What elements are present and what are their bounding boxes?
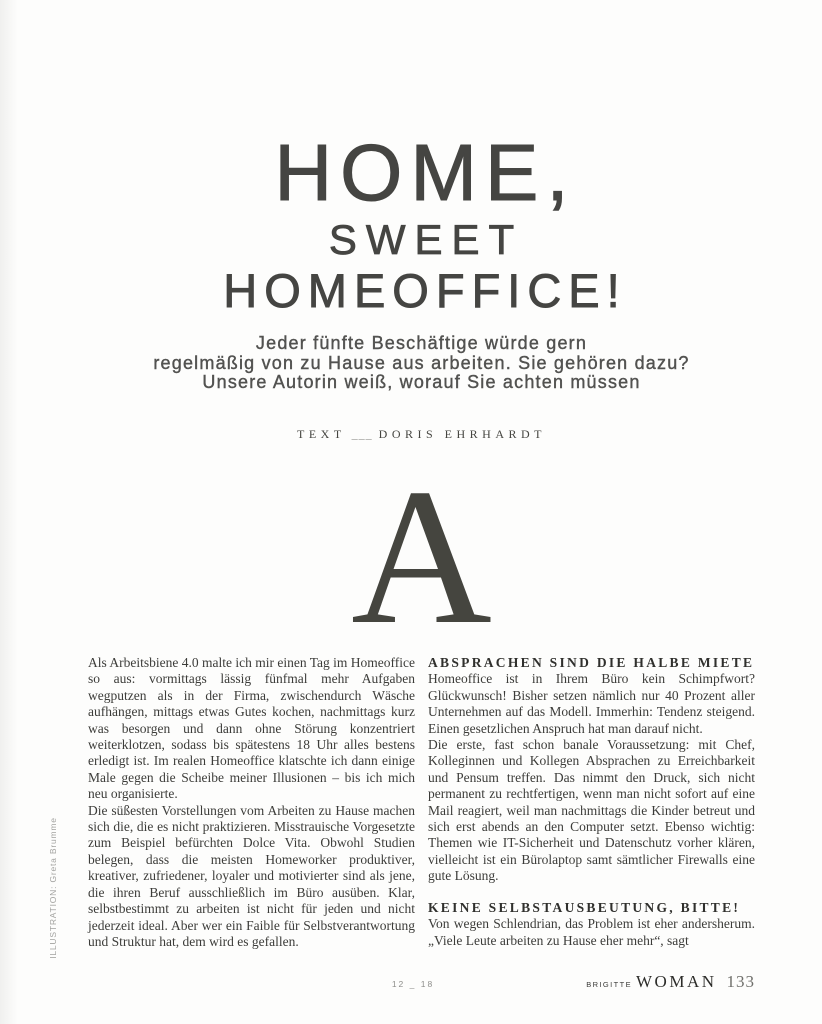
headline [88,128,755,317]
byline [88,427,755,442]
headline-line-1: HOME, [274,128,577,217]
headline-line-3: HOMEOFFICE! [223,264,627,317]
body-paragraph: Von wegen Schlendrian, das Problem ist eher andersherum. „Viele Leute arbeiten zu Hause eher mehr“, sagt [428,916,755,948]
standfirst-line-2: regelmäßig von zu Hause aus arbeiten. Sie gehören dazu? [153,352,690,373]
body-paragraph: Die erste, fast schon banale Voraussetzung: mit Chef, Kolleginnen und Kollegen Absprachen zu Erreichbarkeit und Pensum treffen. Das nimmt den Druck, sich nicht permanent zu rechtfertigen, wenn man nicht sofort auf eine Mail reagiert, weil man nachmittags die Kinder betreut und sich erst abends an den Computer setzt. Ebenso wichtig: Themen wie IT-Sicherheit und Datenschutz vorher klären, vielleicht ist ein Bürolaptop samt sämtlicher Firewalls eine gute Lösung. [428,737,755,884]
body-paragraph: Als Arbeitsbiene 4.0 malte ich mir einen Tag im Homeoffice so aus: vormittags lässig fünfmal mehr Aufgaben wegputzen als in der Firma, zwischendurch Wäsche aufhängen, mittags etwas Gutes kochen, nachmittags kurz was besorgen und dann ohne Störung konzentriert weiterklotzen, sodass bis spätestens 18 Uhr alles bestens erledigt ist. Im realen Homeoffice klatschte ich dann einige Male gegen die Scheibe meiner Illusionen – bis ich mich neu organisierte. [88,655,415,802]
byline-separator: ___ [351,427,373,441]
page-number: 133 [726,972,755,991]
byline-label: TEXT [297,427,346,441]
body-paragraph: Die süßesten Vorstellungen vom Arbeiten zu Hause machen sich die, die es nicht praktizieren. Misstrauische Vorgesetzte zum Beispiel befürchten Dolce Vita. Obwohl Studien belegen, dass die meisten Homeworker produktiver, kreativer, zufriedener, loyaler und motivierter sind als jene, die ihren Beruf ausschließlich im Büro ausüben. Klar, selbstbestimmt zu arbeiten ist nicht für jeden und nicht jederzeit ideal. Aber wer ein Faible für Selbstverantwortung und Struktur hat, dem wird es gefallen. [88,802,415,949]
standfirst [88,334,755,393]
section-heading: KEINE SELBSTAUSBEUTUNG, BITTE! [428,899,741,915]
brand-name-large: WOMAN [636,972,717,991]
magazine-logo [586,972,755,992]
body-paragraph: Homeoffice ist in Ihrem Büro kein Schimpfwort? Glückwunsch! Bisher setzen nämlich nur 40 Prozent aller Unternehmen auf das Modell. Immerhin: Tendenz steigend. Einen gesetzlichen Anspruch hat man darauf nicht. [428,671,755,736]
right-column [428,655,755,950]
brand-name-small: BRIGITTE [586,980,632,989]
illustration-credit: ILLUSTRATION: Greta Brumme [48,817,58,959]
article-body [88,655,755,950]
headline-line-2: SWEET [328,216,524,263]
standfirst-line-3: Unsere Autorin weiß, worauf Sie achten müssen [202,372,641,392]
drop-cap: A [351,449,492,665]
byline-author: DORIS EHRHARDT [378,427,546,441]
section-heading: ABSPRACHEN SIND DIE HALBE MIETE [428,655,755,670]
standfirst-line-1: Jeder fünfte Beschäftige würde gern [255,333,588,353]
issue-date: 12 _ 18 [391,979,435,989]
left-column [88,655,415,950]
